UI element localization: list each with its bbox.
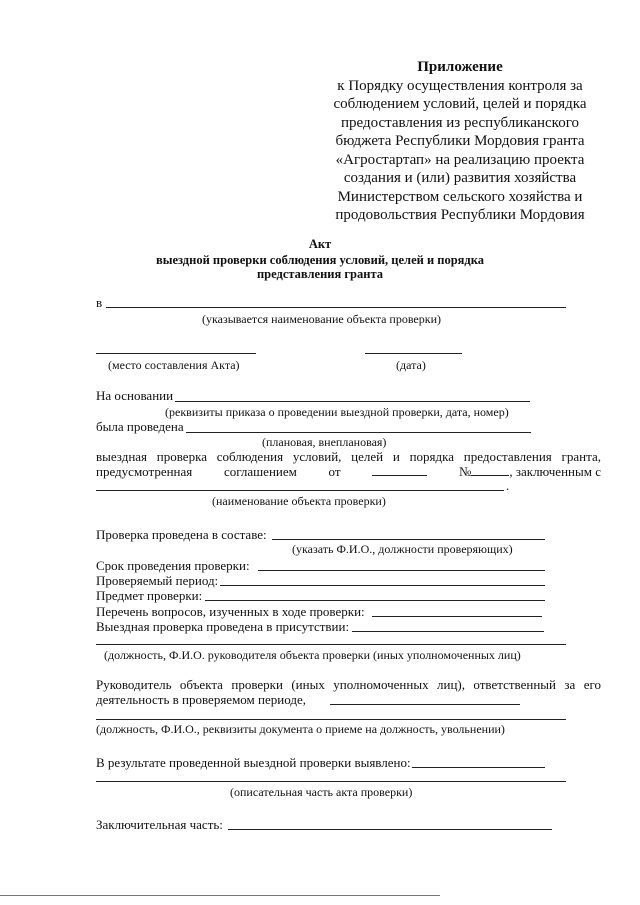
appendix-line: к Порядку осуществления контроля за: [337, 77, 583, 94]
agreement-word: целей: [351, 449, 384, 464]
appendix-line: продовольствия Республики Мордовия: [335, 207, 585, 223]
agreement-word: соблюдения: [216, 449, 284, 464]
agreement-date-field[interactable]: [372, 464, 427, 476]
head-line-2: деятельность в проверяемом периоде,: [96, 692, 306, 707]
agreement-row-2: [96, 464, 601, 480]
questions-field-line[interactable]: [372, 616, 542, 617]
appendix-line: соблюдением условий, целей и порядка: [333, 96, 587, 112]
agreement-number-field[interactable]: [471, 464, 509, 476]
agreement-word: условий,: [292, 449, 342, 464]
page-bottom-rule: [0, 895, 440, 896]
conducted-label: была проведена: [96, 419, 184, 434]
agreement-word: гранта,: [561, 449, 601, 464]
composition-label: Проверка проведена в составе:: [96, 527, 267, 542]
questions-label: Перечень вопросов, изученных в ходе проверки:: [96, 604, 365, 619]
agreement-word: соглашением: [223, 464, 297, 479]
subject-field-line[interactable]: [205, 600, 545, 601]
appendix-block: [320, 58, 600, 225]
subject-label: Предмет проверки:: [96, 588, 203, 603]
basis-caption: (реквизиты приказа о проведении выездной проверки, дата, номер): [165, 405, 509, 419]
agreement-word: предусмотренная: [96, 464, 193, 479]
appendix-line: Министерством сельского хозяйства и: [337, 188, 583, 205]
appendix-line: бюджета Республики Мордовия гранта: [335, 133, 585, 149]
agreement-object-field-line[interactable]: [96, 490, 504, 491]
conducted-caption: (плановая, внеплановая): [262, 435, 387, 449]
conclusion-label: Заключительная часть:: [96, 817, 223, 832]
conclusion-field-line[interactable]: [228, 829, 552, 830]
agreement-word: от: [328, 464, 341, 479]
appendix-heading: Приложение: [417, 59, 503, 75]
result-label: В результате проведенной выездной проверки выявлено:: [96, 755, 411, 770]
act-subtitle: выездной проверки соблюдения условий, целей и порядка: [155, 253, 485, 267]
agreement-word: выездная: [96, 449, 148, 464]
head-line-1: Руководитель объекта проверки (иных уполномоченных лиц), ответственный за его: [96, 677, 601, 692]
presence-extra-line[interactable]: [96, 644, 566, 645]
agreement-row-1: [96, 449, 601, 465]
composition-field-line[interactable]: [272, 539, 545, 540]
date-field-line[interactable]: [365, 353, 462, 354]
conducted-field-line[interactable]: [186, 432, 531, 433]
agreement-caption: (наименование объекта проверки): [212, 494, 386, 508]
object-prefix: в: [96, 295, 103, 310]
presence-field-line[interactable]: [352, 631, 544, 632]
act-title: Акт: [308, 237, 332, 251]
basis-field-line[interactable]: [175, 401, 530, 402]
object-caption: (указывается наименование объекта проверки): [202, 312, 442, 326]
head-field-line[interactable]: [330, 704, 520, 705]
term-label: Срок проведения проверки:: [96, 558, 250, 573]
presence-label: Выездная проверка проведена в присутствии:: [96, 619, 350, 634]
agreement-period: .: [506, 478, 510, 493]
appendix-line: «Агростартап» на реализацию проекта: [335, 151, 585, 168]
appendix-line: предоставления из республиканского: [341, 114, 579, 131]
result-extra-line[interactable]: [96, 781, 566, 782]
number-sign: №: [458, 464, 472, 479]
term-field-line[interactable]: [258, 570, 545, 571]
presence-caption: (должность, Ф.И.О. руководителя объекта проверки (иных уполномоченных лиц): [104, 648, 521, 662]
head-caption: (должность, Ф.И.О., реквизиты документа о приеме на должность, увольнении): [96, 722, 505, 736]
result-field-line[interactable]: [412, 767, 545, 768]
agreement-word: предоставления: [463, 449, 552, 464]
place-caption: (место составления Акта): [108, 358, 240, 372]
agreement-word: проверка: [156, 449, 207, 464]
date-caption: (дата): [396, 358, 426, 372]
agreement-concluded: , заключенным с: [509, 464, 601, 479]
agreement-word: и: [392, 449, 400, 464]
agreement-number-group: [459, 464, 601, 480]
act-subtitle-2: представления гранта: [256, 267, 383, 281]
place-field-line[interactable]: [96, 353, 256, 354]
result-caption: (описательная часть акта проверки): [230, 785, 413, 799]
basis-label: На основании: [96, 388, 174, 403]
object-field-line[interactable]: [106, 307, 566, 308]
composition-caption: (указать Ф.И.О., должности проверяющих): [292, 542, 513, 556]
agreement-word: порядка: [409, 449, 455, 464]
appendix-line: создания и (или) развития хозяйства: [343, 170, 577, 186]
period-field-line[interactable]: [220, 585, 545, 586]
head-extra-line[interactable]: [96, 719, 566, 720]
period-label: Проверяемый период:: [96, 573, 219, 588]
